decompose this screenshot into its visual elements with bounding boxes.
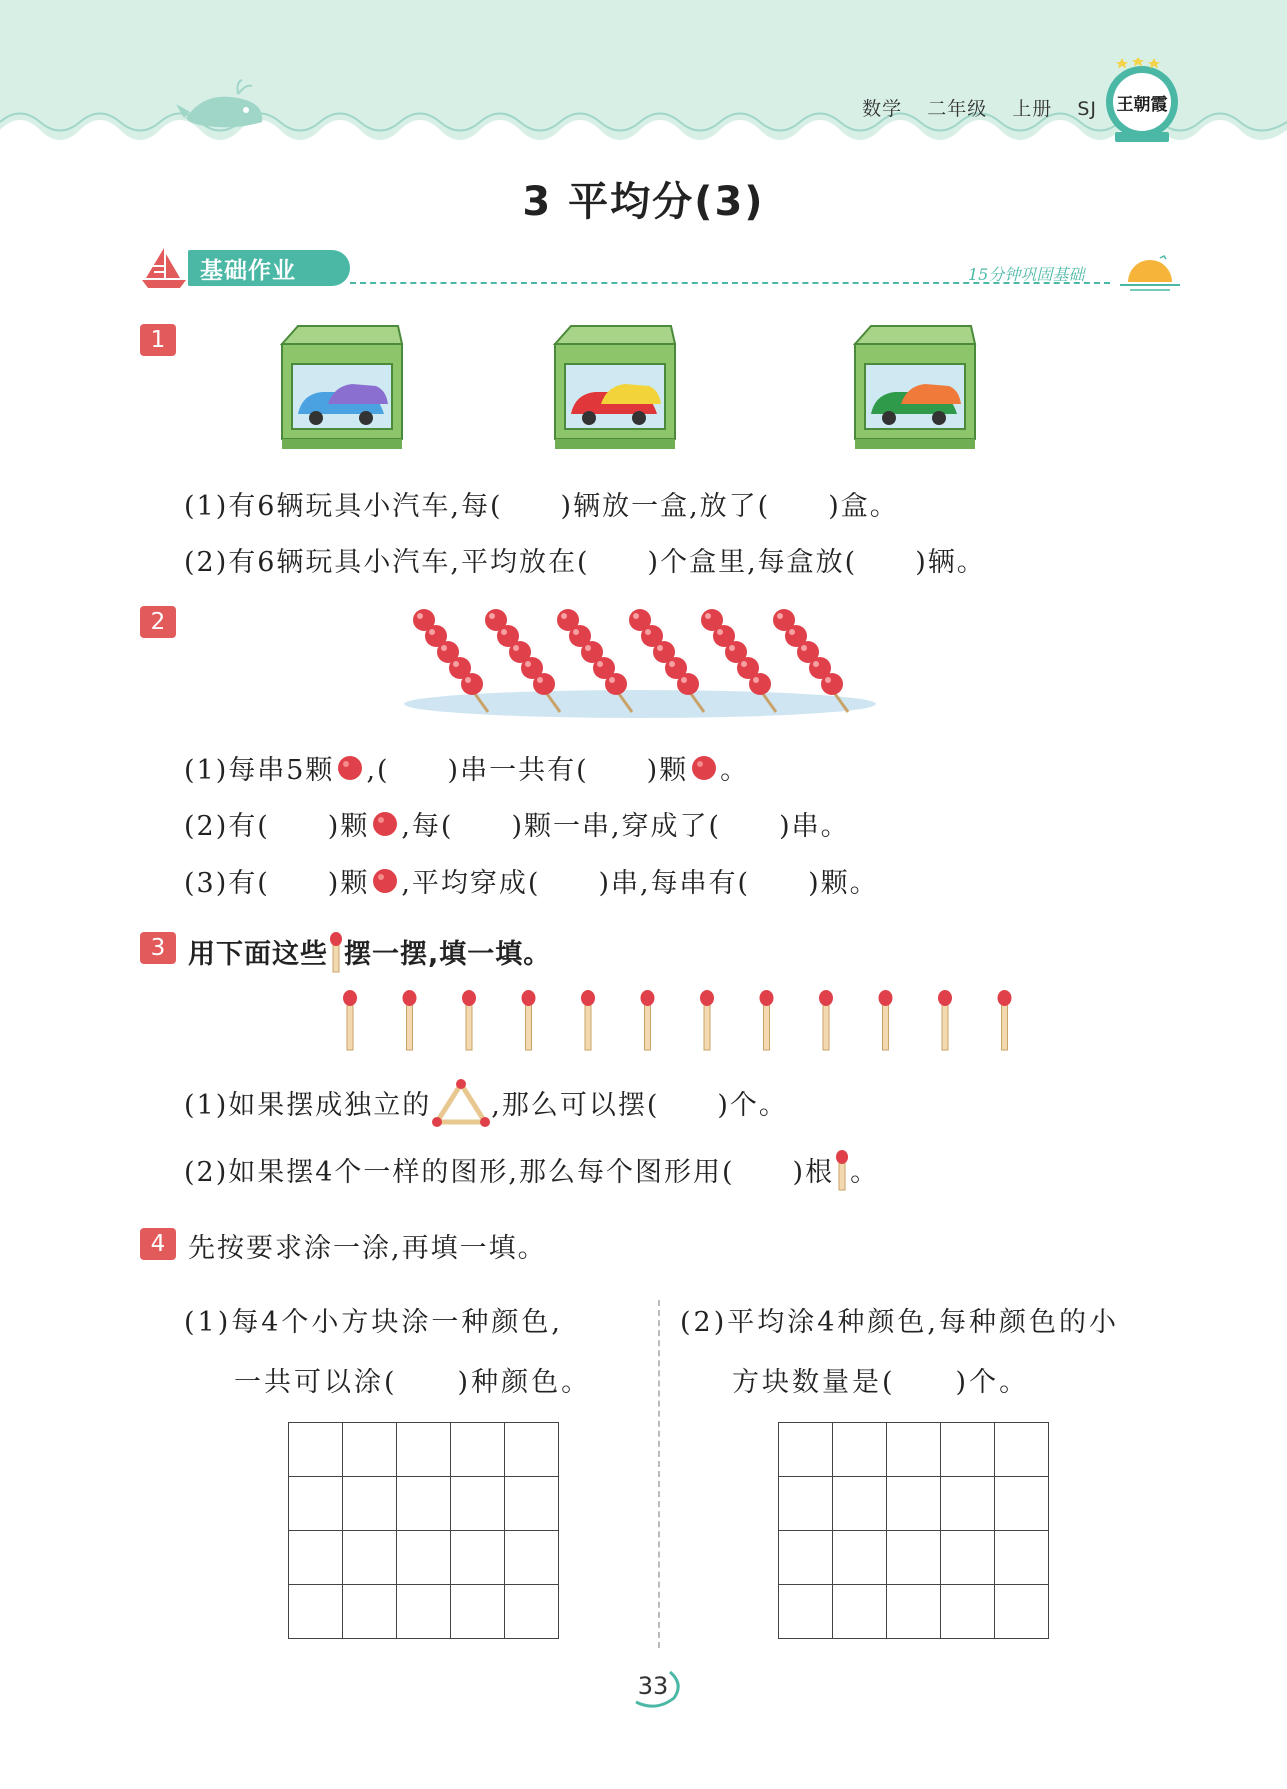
toy-car-box-green (845, 324, 985, 459)
brand-seal (1103, 58, 1181, 148)
q2-line-1-part-b: ,( )串一共有( )颗 (366, 755, 689, 786)
grid-cell[interactable] (343, 1585, 397, 1639)
grid-cell[interactable] (289, 1477, 343, 1531)
candy-ball (605, 673, 627, 695)
q1-line-1: (1)有6辆玩具小汽车,每( )辆放一盒,放了( )盒。 (184, 491, 899, 522)
grid-cell[interactable] (397, 1423, 451, 1477)
grid-cell[interactable] (505, 1423, 559, 1477)
grid-cell[interactable] (451, 1423, 505, 1477)
q2-line-1-part-a: (1)每串5颗 (184, 755, 335, 786)
toy-car-box-red (545, 324, 685, 459)
q2-line-3-part-a: (3)有( )颗 (184, 868, 370, 899)
grid-cell[interactable] (995, 1423, 1049, 1477)
whale-icon (176, 78, 274, 134)
grid-cell[interactable] (289, 1531, 343, 1585)
section-tagline: 15分钟巩固基础 (968, 265, 1085, 284)
hawthorn-candy-icon (688, 755, 720, 788)
q4-left-line-2: 一共可以涂( )种颜色。 (234, 1367, 592, 1398)
q4-right-line-1: (2)平均涂4种颜色,每种颜色的小 (680, 1307, 1120, 1338)
grid-cell[interactable] (397, 1477, 451, 1531)
section-label: 基础作业 (200, 258, 296, 284)
grid-cell[interactable] (397, 1531, 451, 1585)
grid-cell[interactable] (941, 1423, 995, 1477)
volume-label: 上册 (1012, 98, 1053, 120)
q2-line-2-part-a: (2)有( )颗 (184, 811, 370, 842)
matchstick (938, 990, 952, 1050)
matchstick-triangle-icon (431, 1078, 491, 1135)
grid-cell[interactable] (343, 1477, 397, 1531)
q2-line-1-part-c: 。 (720, 755, 750, 786)
toy-car-box-blue (272, 324, 412, 459)
brand-name: 王朝霞 (1116, 95, 1168, 115)
question-number-3: 3 (140, 932, 176, 964)
coloring-grid-left[interactable] (288, 1422, 559, 1639)
coloring-grid-right[interactable] (778, 1422, 1049, 1639)
grid-cell[interactable] (451, 1585, 505, 1639)
candy-skewers-illustration (400, 608, 880, 724)
q2-line-3 (184, 861, 879, 901)
grid-cell[interactable] (887, 1477, 941, 1531)
q3-prompt-part-b: 摆一摆,填一填。 (344, 939, 552, 970)
grid-cell[interactable] (995, 1585, 1049, 1639)
q3-prompt (188, 930, 551, 981)
grid-cell[interactable] (779, 1477, 833, 1531)
subject-label: 数学 (862, 98, 903, 120)
matchsticks-row (340, 988, 1020, 1052)
grid-cell[interactable] (505, 1585, 559, 1639)
q2-line-1 (184, 748, 749, 788)
grid-cell[interactable] (343, 1531, 397, 1585)
matchstick (641, 990, 655, 1050)
matchstick-icon (834, 1148, 850, 1199)
hawthorn-candy-icon (369, 811, 401, 844)
grid-cell[interactable] (505, 1477, 559, 1531)
matchstick (462, 990, 476, 1050)
grid-cell[interactable] (833, 1423, 887, 1477)
q4-right-line-2: 方块数量是( )个。 (732, 1367, 1030, 1398)
grid-cell[interactable] (941, 1531, 995, 1585)
candy-ball (533, 673, 555, 695)
grid-cell[interactable] (887, 1585, 941, 1639)
candy-ball (677, 673, 699, 695)
question-number-4: 4 (140, 1228, 176, 1260)
grid-cell[interactable] (397, 1585, 451, 1639)
question-number-2: 2 (140, 606, 176, 638)
q3-line-2 (184, 1148, 879, 1199)
matchstick (700, 990, 714, 1050)
q3-line-2-part-b: 。 (850, 1157, 880, 1188)
q4-left-line-1: (1)每4个小方块涂一种颜色, (184, 1307, 564, 1338)
grade-label: 二年级 (927, 98, 988, 120)
grid-cell[interactable] (779, 1531, 833, 1585)
hawthorn-candy-icon (334, 755, 366, 788)
page-title: 3 平均分(3) (522, 179, 765, 225)
grid-cell[interactable] (289, 1585, 343, 1639)
grid-cell[interactable] (343, 1423, 397, 1477)
grid-cell[interactable] (779, 1585, 833, 1639)
q3-prompt-part-a: 用下面这些 (188, 939, 328, 970)
q2-line-2-part-b: ,每( )颗一串,穿成了( )串。 (401, 811, 850, 842)
question-number-1: 1 (140, 324, 176, 356)
grid-cell[interactable] (505, 1531, 559, 1585)
grid-cell[interactable] (451, 1477, 505, 1531)
candy-ball (821, 673, 843, 695)
matchstick (998, 990, 1012, 1050)
sailboat-icon (140, 244, 188, 292)
q4-prompt: 先按要求涂一涂,再填一填。 (188, 1233, 547, 1264)
grid-cell[interactable] (833, 1531, 887, 1585)
grid-cell[interactable] (887, 1423, 941, 1477)
grid-cell[interactable] (887, 1531, 941, 1585)
matchstick (879, 990, 893, 1050)
matchstick (522, 990, 536, 1050)
matchstick (819, 990, 833, 1050)
matchstick (403, 990, 417, 1050)
candy-ball (461, 673, 483, 695)
matchstick-icon (328, 930, 344, 981)
matchstick (343, 990, 357, 1050)
column-divider (658, 1300, 660, 1648)
grid-cell[interactable] (941, 1585, 995, 1639)
grid-cell[interactable] (941, 1477, 995, 1531)
page-number: 33 (637, 1672, 669, 1700)
grid-cell[interactable] (289, 1423, 343, 1477)
q3-line-2-part-a: (2)如果摆4个一样的图形,那么每个图形用( )根 (184, 1157, 835, 1188)
header-meta (844, 94, 1097, 121)
q3-line-1 (184, 1078, 788, 1135)
matchstick (581, 990, 595, 1050)
grid-cell[interactable] (833, 1477, 887, 1531)
grid-cell[interactable] (451, 1531, 505, 1585)
edition-label: SJ (1077, 98, 1097, 120)
grid-cell[interactable] (833, 1585, 887, 1639)
q2-line-2 (184, 804, 850, 844)
q1-line-2: (2)有6辆玩具小汽车,平均放在( )个盒里,每盒放( )辆。 (184, 547, 986, 578)
q2-line-3-part-b: ,平均穿成( )串,每串有( )颗。 (401, 868, 879, 899)
grid-cell[interactable] (995, 1477, 1049, 1531)
q3-line-1-part-b: ,那么可以摆( )个。 (491, 1090, 788, 1121)
sunrise-icon (1120, 252, 1180, 292)
matchstick (760, 990, 774, 1050)
q3-line-1-part-a: (1)如果摆成独立的 (184, 1090, 432, 1121)
candy-ball (749, 673, 771, 695)
grid-cell[interactable] (995, 1531, 1049, 1585)
hawthorn-candy-icon (369, 868, 401, 901)
grid-cell[interactable] (779, 1423, 833, 1477)
